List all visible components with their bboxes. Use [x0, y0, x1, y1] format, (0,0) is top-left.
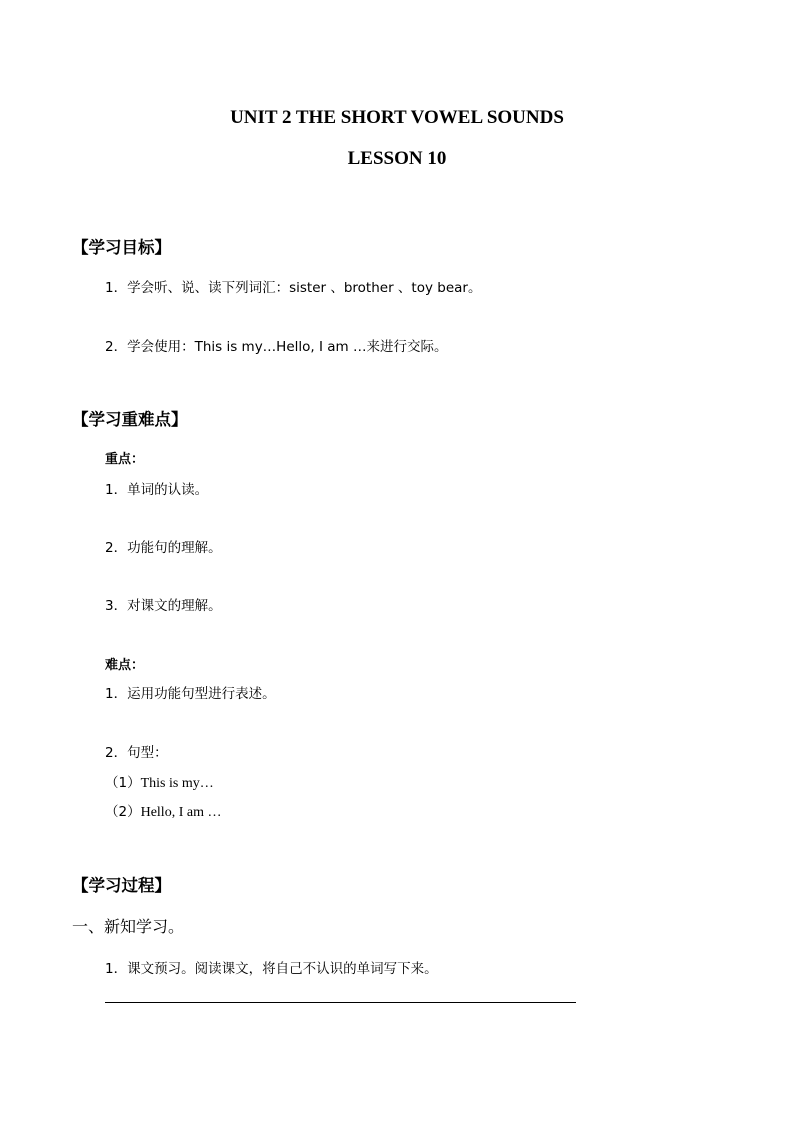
key-item-text: 单词的认读。 [127, 482, 209, 498]
key-label: 重点： [105, 452, 145, 467]
objective-text: 学会听、说、读下列词汇：sister 、brother 、toy bear。 [127, 280, 482, 296]
part-title: 一、新知学习。 [72, 917, 185, 936]
difficult-item-number: 1． [105, 686, 128, 702]
objective-item-1 [105, 276, 481, 296]
step-number: 1． [105, 961, 128, 977]
key-item-1 [105, 478, 208, 498]
objective-text: 学会使用：This is my…Hello, I am …来进行交际。 [127, 339, 448, 355]
difficult-item-text: 运用功能句型进行表述。 [127, 686, 276, 702]
difficult-item-2 [105, 741, 168, 761]
objective-item-2 [105, 335, 447, 355]
pattern-number: （1） [105, 775, 141, 791]
pattern-number: （2） [105, 804, 141, 820]
lesson-title: LESSON 10 [347, 148, 447, 169]
difficult-item-1 [105, 682, 276, 702]
key-item-text: 对课文的理解。 [127, 598, 222, 614]
key-item-text: 功能句的理解。 [127, 540, 222, 556]
key-item-number: 3． [105, 598, 128, 614]
pattern-item-2 [105, 800, 221, 821]
key-points-heading: 【学习重难点】 [72, 410, 188, 429]
key-item-2 [105, 536, 222, 556]
answer-blank-line[interactable] [105, 1002, 576, 1003]
key-item-3 [105, 594, 222, 614]
pattern-text: Hello, I am … [140, 805, 222, 820]
pattern-text: This is my… [140, 776, 214, 791]
process-heading: 【学习过程】 [72, 876, 171, 895]
objective-number: 1． [105, 280, 128, 296]
step-text: 课文预习。阅读课文，将自己不认识的单词写下来。 [127, 961, 438, 977]
key-item-number: 1． [105, 482, 128, 498]
process-step-1 [105, 957, 438, 977]
pattern-item-1 [105, 771, 214, 792]
unit-title: UNIT 2 THE SHORT VOWEL SOUNDS [230, 107, 564, 128]
difficult-item-number: 2． [105, 745, 128, 761]
difficult-label: 难点： [105, 658, 145, 673]
objectives-heading: 【学习目标】 [72, 238, 171, 257]
difficult-item-text: 句型： [127, 745, 168, 761]
key-item-number: 2． [105, 540, 128, 556]
objective-number: 2． [105, 339, 128, 355]
